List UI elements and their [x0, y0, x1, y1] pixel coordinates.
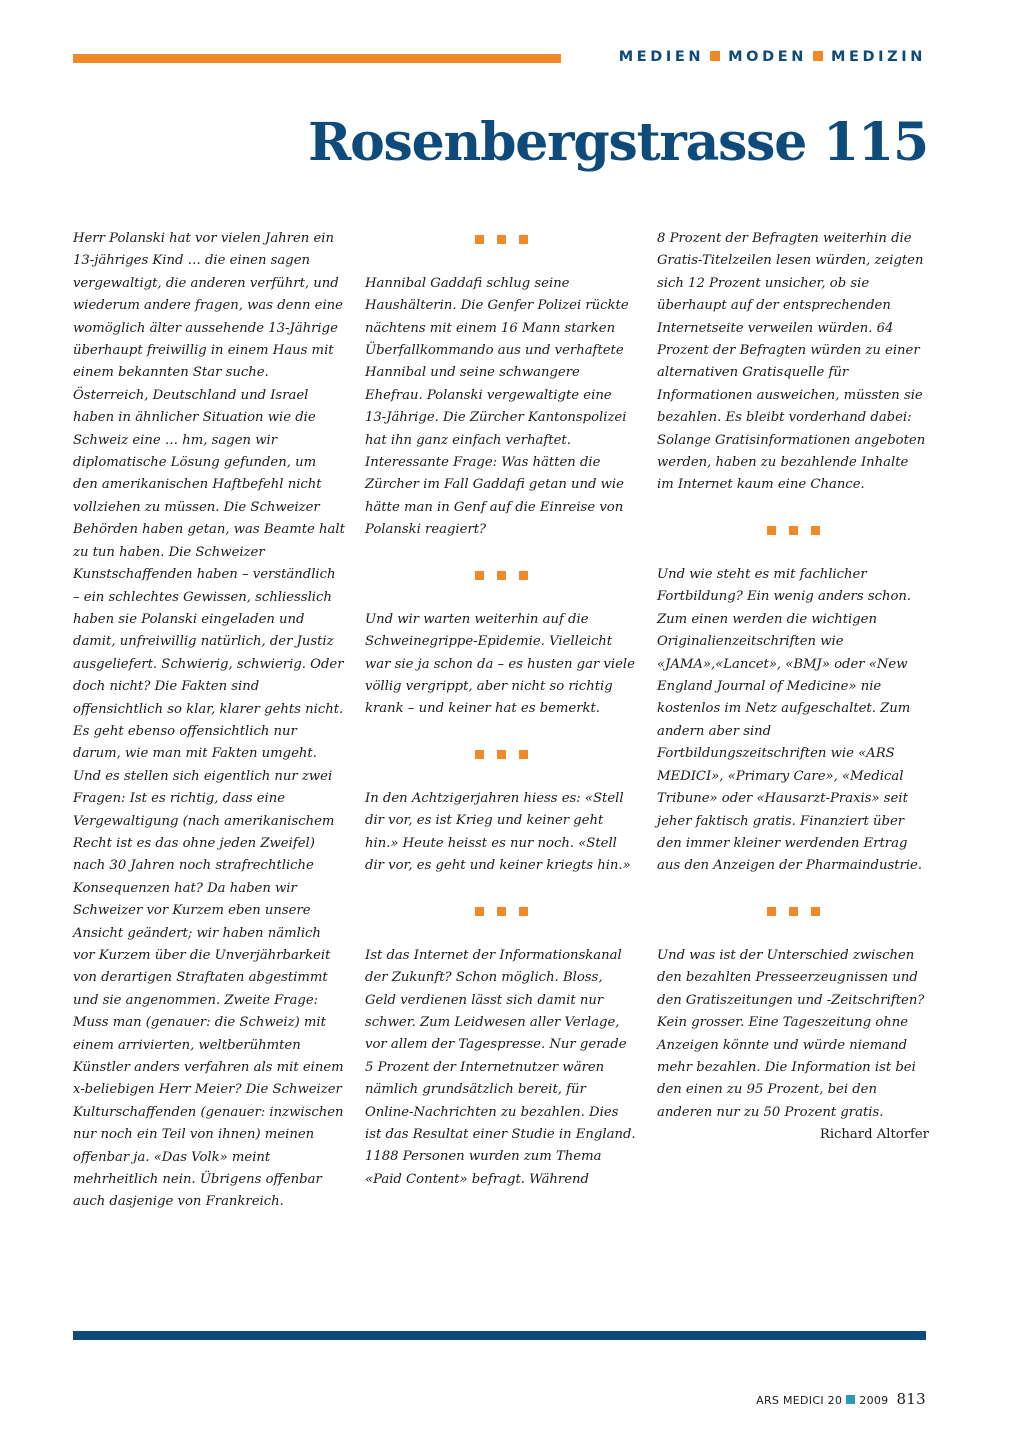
page-title: Rosenbergstrasse 115: [308, 112, 928, 173]
paragraph: Und wie steht es mit fachlicher Fortbildung? Ein wenig anders schon. Zum einen werden die wichtigen Originalienzeitschriften wie «JAMA»,«Lancet», «BMJ» oder «New England Journal of Medicine» nie kostenlos im Netz aufgeschaltet. Zum andern aber sind Fortbildungszeitschriften wie «ARS MEDICI», «Primary Care», «Medical Tribune» oder «Hausarzt-Praxis» seit jeher faktisch gratis. Finanziert über den immer kleiner werdenden Ertrag aus den Anzeigen der Pharmaindustrie.: [657, 567, 923, 874]
rubric-medizin: MEDIZIN: [830, 49, 926, 65]
section-divider: [365, 228, 637, 250]
rubric-separator-square: [813, 51, 823, 61]
section-divider: [365, 900, 637, 922]
text-column-1: [73, 228, 345, 1214]
journal-name: ARS MEDICI 20: [756, 1394, 843, 1407]
section-divider: [365, 743, 637, 765]
paragraph: 8 Prozent der Befragten weiterhin die Gratis-Titelzeilen lesen würden, zeigten sich 12 Prozent unsicher, ob sie überhaupt auf der entsprechenden Internetseite verweilen würden. 64 Prozent der Befragten würden zu einer alternativen Gratisquelle für Informationen ausweichen, müssten sie bezahlen. Es bleibt vorderhand dabei: Solange Gratisinformationen angeboten werden, haben zu bezahlende Inhalte im Internet kaum eine Chance.: [657, 231, 926, 493]
footer-square-icon: [846, 1395, 855, 1404]
rubric-medien: MEDIEN: [618, 49, 705, 65]
header-orange-bar: [73, 54, 561, 63]
rubric-moden: MODEN: [728, 49, 807, 65]
paragraph: Und was ist der Unterschied zwischen den bezahlten Presseerzeugnissen und den Gratiszeitungen und -Zeitschriften? Kein grosser. Eine Tageszeitung ohne Anzeigen könnte und würde niemand mehr bezahlen. Die Information ist bei den einen zu 95 Prozent, bei den anderen nur zu 50 Prozent gratis.: [657, 947, 925, 1120]
journal-year: 2009: [859, 1394, 889, 1407]
page-number: 813: [896, 1390, 926, 1408]
paragraph: Herr Polanski hat vor vielen Jahren ein 13-jähriges Kind … die einen sagen vergewaltigt, die anderen verführt, und wiederum andere fragen, was denn eine womöglich älter aussehende 13-Jährige überhaupt freiwillig in einem Haus mit einem bekannten Star suche. Österreich, Deutschland und Israel haben in ähnlicher Situation wie die Schweiz eine … hm, sagen wir diplomatische Lösung gefunden, um den amerikanischen Haftbefehl nicht vollziehen zu müssen. Die Schweizer Behörden haben getan, was Beamte halt zu tun haben. Die Schweizer Kunstschaffenden haben – verständlich – ein schlechtes Gewissen, schliesslich haben sie Polanski eingeladen und damit, unfreiwillig natürlich, der Justiz ausgeliefert. Schwierig, schwierig. Oder doch nicht? Die Fakten sind offensichtlich so klar, klarer gehts nicht. Es geht ebenso offensichtlich nur darum, wie man mit Fakten umgeht. Und es stellen sich eigentlich nur zwei Fragen: Ist es richtig, dass eine Vergewaltigung (nach amerikanischem Recht ist es das ohne jeden Zweifel) nach 30 Jahren noch strafrechtliche Konsequenzen hat? Da haben wir Schweizer vor Kurzem eben unsere Ansicht geändert; wir haben nämlich vor Kurzem über die Unverjährbarkeit von derartigen Straftaten abgestimmt und sie angenommen. Zweite Frage: Muss man (genauer: die Schweiz) mit einem arrivierten, weltberühmten Künstler anders verfahren als mit einem x-beliebigen Herr Meier? Die Schweizer Kulturschaffenden (genauer: inzwischen nur noch ein Teil von ihnen) meinen offenbar ja. «Das Volk» meint mehrheitlich nein. Übrigens offenbar auch dasjenige von Frankreich.: [73, 231, 345, 1210]
section-rubric: [619, 49, 926, 65]
section-divider: [365, 564, 637, 586]
text-column-2: [365, 228, 637, 1191]
footer-blue-bar: [73, 1331, 926, 1340]
section-divider: [657, 519, 929, 541]
paragraph: Hannibal Gaddafi schlug seine Haushälterin. Die Genfer Polizei rückte nächtens mit einem 16 Mann starken Überfallkommando aus und verhaftete Hannibal und seine schwangere Ehefrau. Polanski vergewaltigte eine 13-Jährige. Die Zürcher Kantonspolizei hat ihn ganz einfach verhaftet. Interessante Frage: Was hätten die Zürcher im Fall Gaddafi getan und wie hätte man in Genf auf die Einreise von Polanski reagiert?: [365, 275, 629, 538]
page-footer: [756, 1390, 926, 1408]
section-divider: [657, 900, 929, 922]
paragraph: In den Achtzigerjahren hiess es: «Stell dir vor, es ist Krieg und keiner geht hin.» Heute heisst es nur noch. «Stell dir vor, es geht und keiner kriegts hin.»: [365, 791, 631, 874]
paragraph: Ist das Internet der Informationskanal der Zukunft? Schon möglich. Bloss, Geld verdienen lässt sich damit nur schwer. Zum Leidwesen aller Verlage, vor allem der Tagespresse. Nur gerade 5 Prozent der Internetnutzer wären nämlich grundsätzlich bereit, für Online-Nachrichten zu bezahlen. Dies ist das Resultat einer Studie in England. 1188 Personen wurden zum Thema «Paid Content» befragt. Während: [365, 947, 636, 1187]
rubric-separator-square: [710, 51, 720, 61]
paragraph: Und wir warten weiterhin auf die Schweinegrippe-Epidemie. Vielleicht war sie ja schon da – es husten gar viele völlig vergrippt, aber nicht so richtig krank – und keiner hat es bemerkt.: [365, 611, 635, 717]
author-name: Richard Altorfer: [819, 1127, 929, 1143]
text-column-3: [657, 228, 929, 1147]
